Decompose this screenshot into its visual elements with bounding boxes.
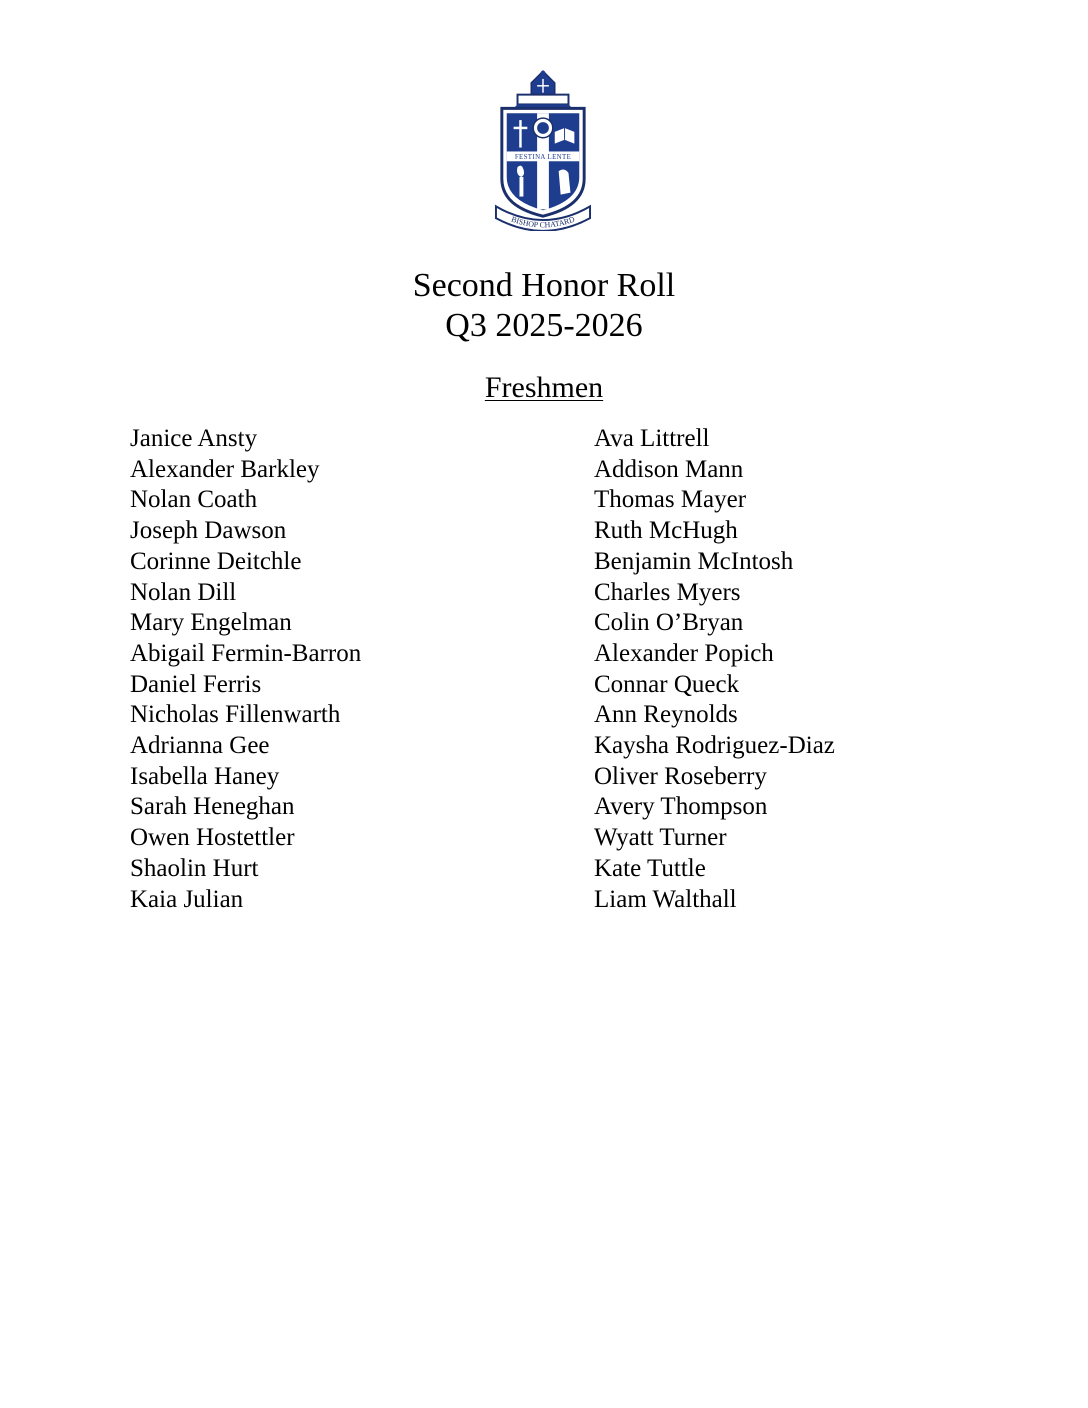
student-name: Ruth McHugh — [594, 517, 738, 545]
student-name: Sarah Heneghan — [130, 793, 295, 821]
crest-motto: FESTINA LENTE — [514, 153, 572, 161]
student-name: Daniel Ferris — [130, 670, 262, 698]
student-name: Ava Littrell — [594, 425, 710, 452]
student-name: Kate Tuttle — [594, 854, 706, 882]
student-name: Benjamin McIntosh — [594, 547, 794, 575]
school-crest-logo — [494, 69, 592, 231]
student-name: Joseph Dawson — [130, 517, 287, 545]
student-name: Mary Engelman — [130, 609, 292, 637]
student-name: Corinne Deitchle — [130, 547, 302, 575]
student-name: Thomas Mayer — [594, 486, 747, 514]
page-subtitle-term: Q3 2025-2026 — [445, 307, 643, 344]
student-name: Liam Walthall — [594, 885, 737, 913]
page-title: Second Honor Roll — [412, 267, 676, 304]
student-name: Addison Mann — [594, 455, 744, 483]
student-name: Avery Thompson — [594, 793, 768, 821]
student-name: Kaysha Rodriguez-Diaz — [594, 732, 835, 760]
student-name: Abigail Fermin-Barron — [130, 639, 362, 667]
student-name: Alexander Barkley — [130, 455, 320, 483]
crest-school-name: BISHOP CHATARD — [510, 214, 576, 230]
student-name: Ann Reynolds — [594, 701, 738, 729]
student-name: Charles Myers — [594, 578, 741, 606]
section-heading-text: Freshmen — [484, 371, 604, 404]
student-name: Nicholas Fillenwarth — [130, 701, 341, 729]
student-name: Adrianna Gee — [130, 732, 270, 760]
section-heading-freshmen — [0, 369, 1088, 407]
student-name: Owen Hostettler — [130, 824, 295, 852]
student-name: Oliver Roseberry — [594, 762, 767, 790]
student-name: Shaolin Hurt — [130, 854, 259, 882]
student-name: Kaia Julian — [130, 885, 244, 913]
student-name: Connar Queck — [594, 670, 740, 698]
student-name: Colin O’Bryan — [594, 609, 744, 637]
names-column-left — [130, 424, 361, 915]
student-name: Nolan Coath — [130, 486, 258, 514]
student-name: Janice Ansty — [130, 425, 258, 452]
names-column-right — [594, 424, 835, 915]
student-name: Nolan Dill — [130, 578, 237, 606]
student-name: Wyatt Turner — [594, 824, 727, 852]
student-name: Alexander Popich — [594, 639, 774, 667]
student-name: Isabella Haney — [130, 762, 280, 790]
